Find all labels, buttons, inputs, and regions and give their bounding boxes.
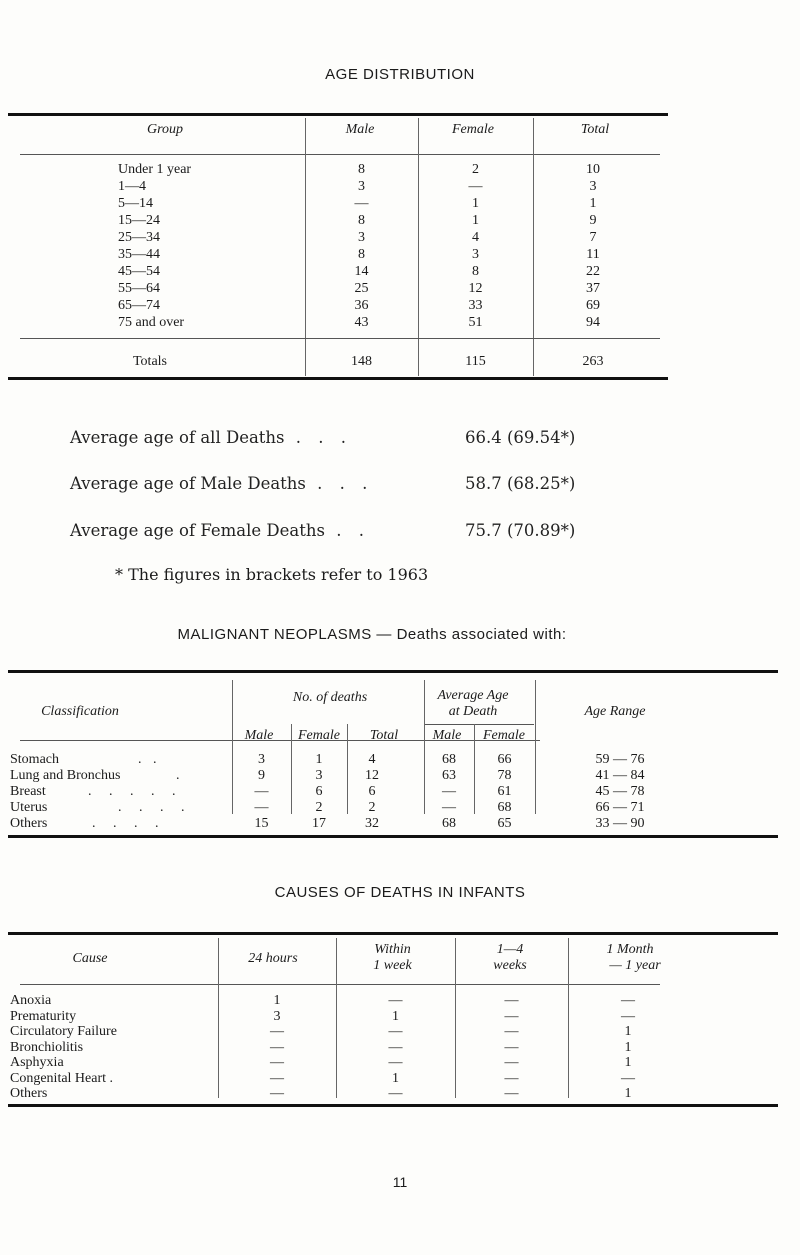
table-cell: 63: [442, 768, 456, 783]
table-row-group: 55—64: [118, 281, 160, 296]
table-cell: —: [270, 1039, 284, 1055]
table-cell: 6: [315, 784, 323, 799]
table-cell: —: [504, 1070, 519, 1086]
table-cell: 15: [254, 816, 269, 831]
table-cell: 10: [586, 162, 600, 177]
table-cell: 32: [365, 816, 379, 831]
table-cell: 3: [258, 752, 265, 767]
table-cell: 69: [586, 298, 600, 313]
table-cell: 7: [589, 230, 597, 245]
avg-all-label: Average age of all Deaths . . .: [70, 428, 353, 447]
table-cell: —: [621, 993, 635, 1008]
table-cell: 1: [273, 993, 281, 1008]
inf-row-label: Asphyxia: [10, 1055, 64, 1070]
neo-header-age-range: Age Range: [584, 704, 646, 719]
table-cell: 3: [358, 179, 365, 194]
table-cell: 37: [586, 281, 600, 296]
table-cell: 3: [273, 1008, 281, 1024]
table-cell: 1: [392, 1008, 399, 1024]
totals-female: 115: [465, 354, 486, 369]
table-cell: 3: [472, 247, 479, 262]
header-male: Male: [345, 122, 375, 137]
footnote: * The figures in brackets refer to 1963: [115, 565, 429, 584]
inf-bottom-rule: [8, 1104, 778, 1107]
table-row-group: 75 and over: [118, 315, 185, 330]
table-cell: 8: [358, 247, 365, 262]
table-cell: 22: [586, 264, 600, 279]
table-cell: 1: [472, 213, 479, 228]
inf-row-label: Anoxia: [10, 993, 52, 1008]
table-cell: 45 — 78: [595, 784, 645, 799]
header-group: Group: [146, 122, 184, 137]
table-cell: —: [504, 993, 519, 1008]
table-cell: 8: [358, 162, 365, 177]
table-cell: —: [388, 1086, 403, 1101]
table-row-group: 5—14: [118, 196, 153, 211]
table-cell: 3: [589, 179, 597, 194]
neo-header-avg-male: Male: [432, 728, 462, 743]
header-female: Female: [452, 122, 494, 137]
table-cell: 1: [624, 1086, 632, 1101]
avg-female-label: Average age of Female Deaths . .: [70, 521, 370, 540]
table-cell: —: [388, 993, 403, 1008]
table-row-group: Under 1 year: [118, 162, 192, 177]
table-cell: —: [254, 784, 269, 799]
table-cell: 12: [468, 281, 483, 296]
table-cell: —: [442, 784, 456, 799]
table-cell: 1: [472, 196, 479, 211]
table-cell: —: [504, 1055, 519, 1070]
inf-header-within: Within: [374, 942, 411, 957]
neo-row-label: Breast . . . . .: [10, 784, 183, 799]
col-divider: [535, 680, 536, 814]
table-cell: —: [504, 1008, 519, 1024]
table-cell: —: [621, 1008, 635, 1024]
table-cell: 66: [497, 752, 512, 767]
table-cell: 36: [354, 298, 369, 313]
table-cell: 4: [472, 230, 479, 245]
header-underline: [20, 154, 660, 155]
table-cell: —: [270, 1024, 284, 1039]
infants-title: CAUSES OF DEATHS IN INFANTS: [274, 884, 526, 901]
inf-header-1-year: — 1 year: [609, 958, 661, 973]
table-cell: 59 — 76: [595, 752, 645, 767]
neo-header-classification: Classification: [41, 704, 119, 719]
neo-header-male: Male: [244, 728, 274, 743]
table-cell: —: [504, 1024, 519, 1039]
table-cell: 1: [624, 1024, 632, 1039]
table-cell: 65: [497, 816, 512, 831]
table-cell: 8: [358, 213, 365, 228]
totals-total: 263: [582, 354, 604, 369]
table-cell: 14: [354, 264, 369, 279]
neo-header-avg-female: Female: [483, 728, 525, 743]
top-rule: [8, 113, 668, 116]
table-cell: 43: [354, 315, 369, 330]
table-cell: —: [270, 1055, 284, 1070]
table-row-group: 45—54: [118, 264, 160, 279]
table-cell: 66 — 71: [595, 800, 645, 815]
table-cell: 68: [497, 800, 512, 815]
table-cell: 2: [472, 162, 479, 177]
table-cell: 78: [497, 768, 512, 783]
avg-all-value: 66.4 (69.54*): [465, 428, 576, 447]
table-cell: 1: [624, 1055, 632, 1070]
table-cell: 2: [368, 800, 376, 815]
neo-bottom-rule: [8, 835, 778, 838]
avg-female-value: 75.7 (70.89*): [465, 521, 576, 540]
table-cell: 51: [468, 315, 483, 330]
table-cell: —: [468, 179, 483, 194]
inf-top-rule: [8, 932, 778, 935]
table-row-group: 25—34: [118, 230, 160, 245]
inf-row-label: Others: [10, 1086, 48, 1101]
totals-male: 148: [351, 354, 372, 369]
bottom-rule: [8, 377, 668, 380]
table-cell: —: [270, 1086, 284, 1101]
inf-header-1-4: 1—4: [496, 942, 524, 957]
inf-header-weeks: weeks: [493, 958, 527, 973]
table-cell: —: [504, 1039, 519, 1055]
totals-rule: [20, 338, 660, 339]
neo-header-female: Female: [298, 728, 340, 743]
table-cell: 6: [368, 784, 376, 799]
table-cell: 9: [258, 768, 265, 783]
table-cell: —: [254, 800, 269, 815]
inf-row-label: Congenital Heart .: [10, 1070, 114, 1086]
table-cell: 33: [468, 298, 483, 313]
inf-row-label: Circulatory Failure: [10, 1024, 117, 1039]
table-cell: —: [388, 1024, 403, 1039]
table-row-group: 1—4: [118, 179, 146, 194]
neo-row-label: Uterus . . . .: [10, 800, 192, 815]
neo-row-label: Others . . . .: [10, 816, 166, 831]
table-cell: 61: [497, 784, 512, 799]
neo-row-label: Lung and Bronchus .: [10, 768, 180, 783]
table-cell: 9: [589, 213, 597, 228]
table-cell: —: [388, 1055, 403, 1070]
table-cell: —: [621, 1070, 635, 1086]
table-cell: 17: [312, 816, 326, 831]
table-cell: 8: [472, 264, 479, 279]
avg-male-label: Average age of Male Deaths . . .: [70, 474, 374, 493]
table-cell: 3: [315, 768, 323, 783]
header-total: Total: [580, 122, 610, 137]
neo-header-at-death: at Death: [448, 704, 498, 719]
inf-row-label: Prematurity: [10, 1008, 77, 1024]
table-cell: 25: [354, 281, 369, 296]
inf-header-1-week: 1 week: [373, 958, 412, 973]
table-cell: 1: [315, 752, 323, 767]
table-row-group: 15—24: [118, 213, 160, 228]
table-cell: —: [354, 196, 369, 211]
table-cell: 11: [586, 247, 600, 262]
age-distribution-title: AGE DISTRIBUTION: [325, 66, 475, 83]
neo-header-average-age: Average Age: [437, 688, 509, 703]
table-cell: 1: [624, 1039, 632, 1055]
inf-header-cause: Cause: [72, 951, 108, 966]
neo-top-rule: [8, 670, 778, 673]
totals-label: Totals: [132, 354, 167, 369]
table-row-group: 35—44: [118, 247, 160, 262]
table-cell: 41 — 84: [595, 768, 645, 783]
avg-male-value: 58.7 (68.25*): [465, 474, 576, 493]
table-cell: 1: [392, 1070, 399, 1086]
neo-header-total: Total: [369, 728, 399, 743]
table-cell: —: [388, 1039, 403, 1055]
neo-subheader-rule: [424, 724, 534, 725]
neo-row-label: Stomach . .: [10, 752, 161, 767]
table-cell: 2: [315, 800, 323, 815]
table-cell: 68: [442, 816, 456, 831]
table-cell: 4: [368, 752, 376, 767]
table-cell: 94: [586, 315, 600, 330]
table-cell: —: [442, 800, 456, 815]
inf-row-label: Bronchiolitis: [10, 1039, 84, 1055]
neo-header-no-of-deaths: No. of deaths: [292, 690, 368, 705]
table-cell: 68: [442, 752, 456, 767]
neoplasms-title: MALIGNANT NEOPLASMS — Deaths associated with:: [177, 626, 567, 643]
table-cell: 33 — 90: [595, 816, 645, 831]
table-cell: 12: [365, 768, 379, 783]
page-number: 11: [392, 1174, 408, 1190]
inf-header-underline: [20, 984, 660, 985]
table-cell: 1: [589, 196, 597, 211]
table-cell: —: [504, 1086, 519, 1101]
table-row-group: 65—74: [118, 298, 160, 313]
inf-header-24-hours: 24 hours: [248, 951, 298, 966]
inf-header-1-month: 1 Month: [606, 942, 654, 957]
table-cell: 3: [358, 230, 365, 245]
table-cell: —: [270, 1070, 284, 1086]
